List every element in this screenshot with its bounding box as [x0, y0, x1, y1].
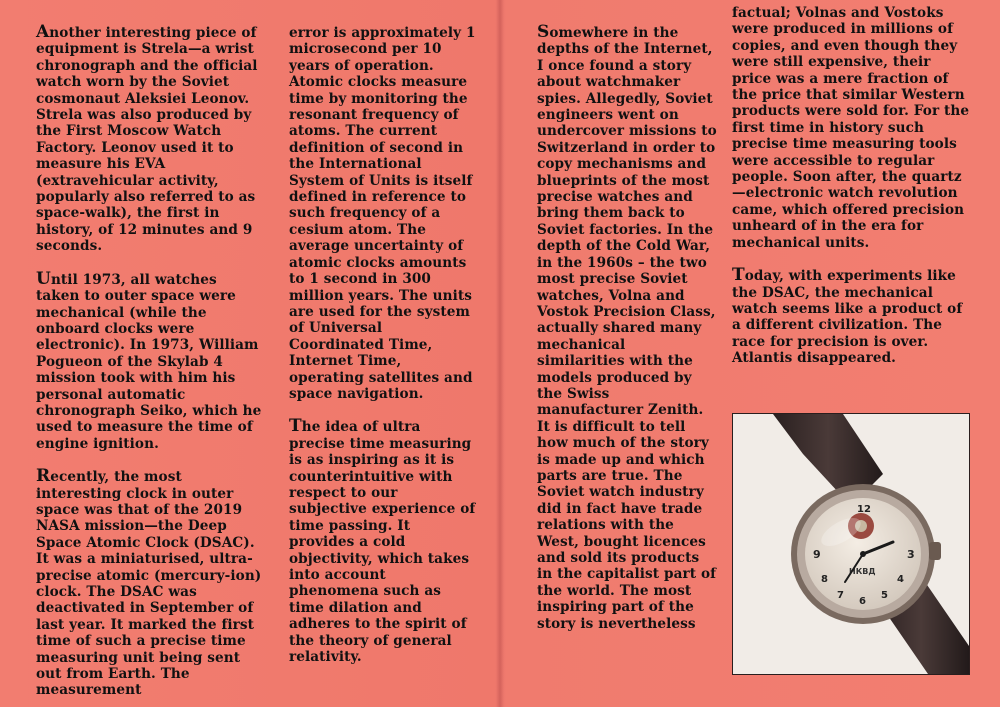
text-column-2: [289, 24, 479, 665]
dial-numeral: 4: [897, 574, 904, 585]
paragraph-text: nother interesting piece of equipment is Strela—a wrist chronograph and the official watch worn by the Soviet cosmonaut Aleksiei Leonov. Strela was also produced by the First Moscow Watch Factory. Leonov used it to measure his EVA (extravehicular activity, popularly also referred to as space-walk), the first in history, of 12 minutes and 9 seconds.: [36, 25, 258, 255]
paragraph-text: error is approximately 1 microsecond per 10 years of operation. Atomic clocks measure time by monitoring the resonant frequency of atoms. The current definition of second in the International System of Units is itself defined in reference to such frequency of a cesium atom. The average uncertainty of atomic clocks amounts to 1 second in 300 million years. The units are used for the system of Universal Coordinated Time, Internet Time, operating satellites and space navigation.: [289, 25, 476, 402]
paragraph: [732, 267, 970, 366]
paragraph: [289, 24, 479, 402]
dial-numeral: 5: [881, 590, 888, 601]
text-column-4: [732, 4, 970, 367]
page-fold: [496, 0, 504, 707]
text-column-3: [537, 24, 717, 632]
watch-photo: [732, 413, 970, 675]
paragraph: [36, 268, 264, 452]
watch-crown: [929, 542, 941, 560]
paragraph-text: ecently, the most interesting clock in outer space was that of the 2019 NASA mission—the Deep Space Atomic Clock (DSAC). It was a miniaturised, ultra-precise atomic (mercury-ion) clock. The DSAC was deactivated in September of last year. It marked the first time of such a precise time measuring unit being sent out from Earth. The measurement: [36, 469, 262, 699]
drop-initial: U: [36, 268, 51, 289]
dial-label: НКВД: [849, 567, 876, 576]
drop-initial: A: [36, 22, 50, 42]
paragraph: [289, 418, 479, 665]
paragraph-text: ntil 1973, all watches taken to outer space were mechanical (while the onboard clocks were electronic). In 1973, William Pogueon of the Skylab 4 mission took with him his personal automatic chronograph Seiko, which he used to measure the time of engine ignition.: [36, 271, 262, 452]
paragraph: [36, 468, 264, 699]
drop-initial: S: [537, 22, 550, 42]
paragraph-text: omewhere in the depths of the Internet, I once found a story about watchmaker spies. Allegedly, Soviet engineers went on undercover missions to Switzerland in order to copy mechanisms and blueprints of the most precise watches and bring them back to Soviet factories. In the depth of the Cold War, in the 1960s – the two most precise Soviet watches, Volna and Vostok Precision Class, actually shared many mechanical similarities with the models produced by the Swiss manufacturer Zenith. It is difficult to tell how much of the story is made up and which parts are true. The Soviet watch industry did in fact have trade relations with the West, bought licences and sold its products in the capitalist part of the world. The most inspiring part of the story is nevertheless: [537, 25, 717, 632]
dial-numeral: 3: [907, 548, 915, 561]
drop-initial: T: [732, 265, 745, 286]
dial-numeral: 6: [859, 596, 866, 607]
paragraph: [36, 24, 264, 255]
paragraph-text: oday, with experiments like the DSAC, the mechanical watch seems like a product of a different civilization. The race for precision is over. Atlantis disappeared.: [732, 268, 963, 367]
paragraph-text: factual; Volnas and Vostoks were produced in millions of copies, and even though they were still expensive, their price was a mere fraction of the price that similar Western products were sold for. For the first time in history such precise time measuring tools were accessible to regular people. Soon after, the quartz—electronic watch revolution came, which offered precision unheard of in the era for mechanical units.: [732, 5, 970, 251]
paragraph: [732, 4, 970, 251]
text-column-1: [36, 24, 264, 699]
wristwatch-illustration: [733, 414, 969, 674]
paragraph: [537, 24, 717, 632]
dial-numeral: 9: [813, 548, 821, 561]
dial-numeral: 8: [821, 574, 828, 585]
hand-pivot: [860, 551, 866, 557]
drop-initial: R: [36, 466, 51, 487]
dial-numeral: 12: [857, 504, 871, 515]
drop-initial: T: [289, 416, 302, 437]
paragraph-text: he idea of ultra precise time measuring is as inspiring as it is counterintuitive with respect to our subjective experience of time passing. It provides a cold objectivity, which takes into account phenomena such as time dilation and adheres to the spirit of the theory of general relativity.: [289, 419, 476, 666]
dial-numeral: 7: [837, 590, 844, 601]
